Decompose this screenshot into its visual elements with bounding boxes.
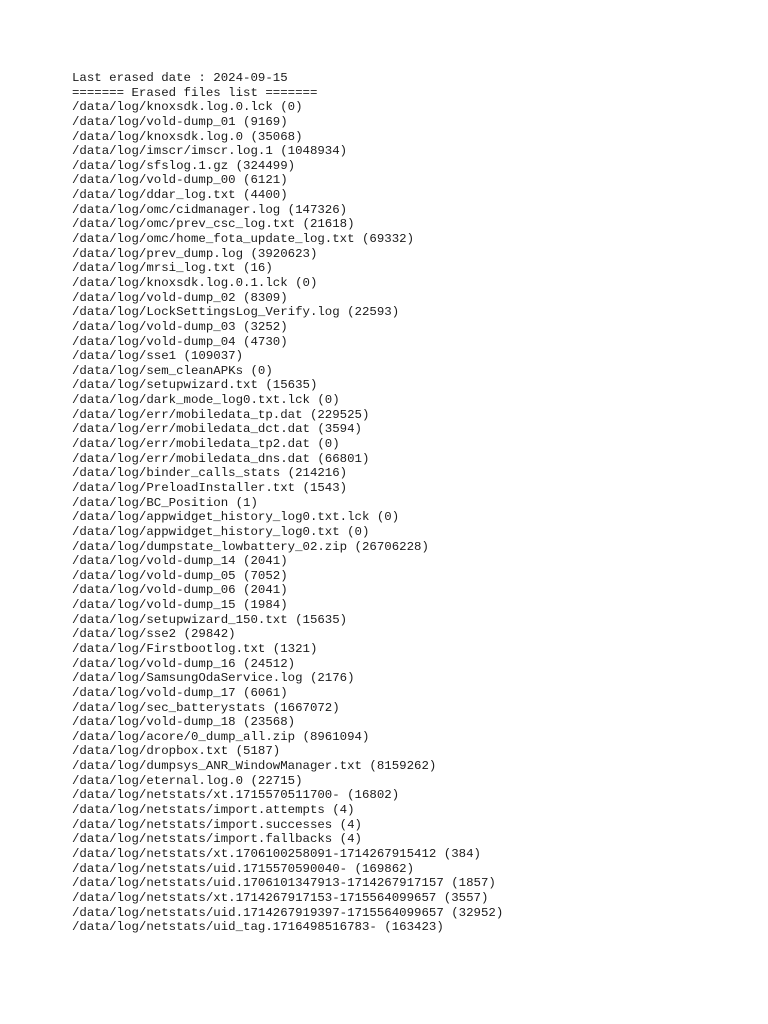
erased-file-entry: /data/log/vold-dump_01 (9169) <box>72 114 288 129</box>
erased-file-entry: /data/log/appwidget_history_log0.txt (0) <box>72 524 370 539</box>
erased-file-entry: /data/log/knoxsdk.log.0.lck (0) <box>72 100 303 115</box>
erased-file-entry: /data/log/netstats/uid.1714267919397-1715564099657 (32952) <box>72 905 504 920</box>
erased-file-entry: /data/log/sem_cleanAPKs (0) <box>72 363 273 378</box>
erased-file-entry: /data/log/vold-dump_16 (24512) <box>72 656 296 671</box>
erased-file-entry: /data/log/mrsi_log.txt (16) <box>72 261 273 276</box>
erased-file-entry: /data/log/prev_dump.log (3920623) <box>72 246 318 261</box>
erased-file-entry: /data/log/PreloadInstaller.txt (1543) <box>72 480 348 495</box>
erased-file-entry: /data/log/omc/cidmanager.log (147326) <box>72 202 348 217</box>
erased-file-entry: /data/log/err/mobiledata_dct.dat (3594) <box>72 422 362 437</box>
erased-file-entry: /data/log/netstats/import.successes (4) <box>72 817 362 832</box>
erased-file-entry: /data/log/vold-dump_14 (2041) <box>72 554 288 569</box>
erased-file-entry: /data/log/err/mobiledata_tp2.dat (0) <box>72 437 340 452</box>
erased-file-entry: /data/log/netstats/uid.1706101347913-1714267917157 (1857) <box>72 876 496 891</box>
erased-file-entry: /data/log/appwidget_history_log0.txt.lck (0) <box>72 510 400 525</box>
erased-file-entry: /data/log/err/mobiledata_dns.dat (66801) <box>72 451 370 466</box>
erased-file-entry: /data/log/ddar_log.txt (4400) <box>72 188 288 203</box>
erased-file-entry: /data/log/netstats/xt.1714267917153-1715564099657 (3557) <box>72 890 489 905</box>
erased-file-entry: /data/log/vold-dump_02 (8309) <box>72 290 288 305</box>
erased-file-entry: /data/log/sec_batterystats (1667072) <box>72 700 340 715</box>
erased-file-entry: /data/log/vold-dump_17 (6061) <box>72 685 288 700</box>
erased-file-entry: /data/log/netstats/uid_tag.1716498516783- (163423) <box>72 920 444 935</box>
erased-file-entry: /data/log/netstats/uid.1715570590040- (169862) <box>72 861 415 876</box>
erased-files-list <box>72 100 752 935</box>
erased-file-entry: /data/log/vold-dump_05 (7052) <box>72 568 288 583</box>
erased-file-entry: /data/log/vold-dump_03 (3252) <box>72 319 288 334</box>
erased-file-entry: /data/log/knoxsdk.log.0.1.lck (0) <box>72 275 318 290</box>
erased-file-entry: /data/log/binder_calls_stats (214216) <box>72 466 348 481</box>
erased-files-list-title: ======= Erased files list ======= <box>72 85 318 100</box>
erased-file-entry: /data/log/dumpstate_lowbattery_02.zip (26706228) <box>72 539 429 554</box>
erased-file-entry: /data/log/imscr/imscr.log.1 (1048934) <box>72 144 348 159</box>
erased-file-entry: /data/log/Firstbootlog.txt (1321) <box>72 641 318 656</box>
erased-file-entry: /data/log/setupwizard.txt (15635) <box>72 378 318 393</box>
erased-file-entry: /data/log/eternal.log.0 (22715) <box>72 773 303 788</box>
erased-file-entry: /data/log/vold-dump_04 (4730) <box>72 334 288 349</box>
erased-file-entry: /data/log/netstats/import.fallbacks (4) <box>72 832 362 847</box>
erased-file-entry: /data/log/sfslog.1.gz (324499) <box>72 158 296 173</box>
last-erased-date: Last erased date : 2024-09-15 <box>72 71 288 85</box>
erased-file-entry: /data/log/omc/prev_csc_log.txt (21618) <box>72 217 355 232</box>
erased-file-entry: /data/log/vold-dump_06 (2041) <box>72 583 288 598</box>
erased-file-entry: /data/log/dark_mode_log0.txt.lck (0) <box>72 393 340 408</box>
erased-file-entry: /data/log/netstats/import.attempts (4) <box>72 803 355 818</box>
erased-file-entry: /data/log/netstats/xt.1715570511700- (16802) <box>72 788 400 803</box>
erased-file-entry: /data/log/BC_Position (1) <box>72 495 258 510</box>
erased-file-entry: /data/log/dropbox.txt (5187) <box>72 744 281 759</box>
erased-file-entry: /data/log/sse2 (29842) <box>72 627 236 642</box>
erased-file-entry: /data/log/err/mobiledata_tp.dat (229525) <box>72 407 370 422</box>
erased-file-entry: /data/log/vold-dump_00 (6121) <box>72 173 288 188</box>
erased-file-entry: /data/log/dumpsys_ANR_WindowManager.txt (8159262) <box>72 759 437 774</box>
erased-file-entry: /data/log/SamsungOdaService.log (2176) <box>72 671 355 686</box>
erased-file-entry: /data/log/vold-dump_15 (1984) <box>72 598 288 613</box>
erased-file-entry: /data/log/setupwizard_150.txt (15635) <box>72 612 348 627</box>
erased-file-entry: /data/log/acore/0_dump_all.zip (8961094) <box>72 729 370 744</box>
erased-file-entry: /data/log/vold-dump_18 (23568) <box>72 715 296 730</box>
erased-file-entry: /data/log/omc/home_fota_update_log.txt (69332) <box>72 232 415 247</box>
erased-file-entry: /data/log/LockSettingsLog_Verify.log (22593) <box>72 305 400 320</box>
erased-files-document <box>72 71 752 935</box>
erased-file-entry: /data/log/knoxsdk.log.0 (35068) <box>72 129 303 144</box>
erased-file-entry: /data/log/sse1 (109037) <box>72 349 244 364</box>
erased-file-entry: /data/log/netstats/xt.1706100258091-1714267915412 (384) <box>72 846 481 861</box>
